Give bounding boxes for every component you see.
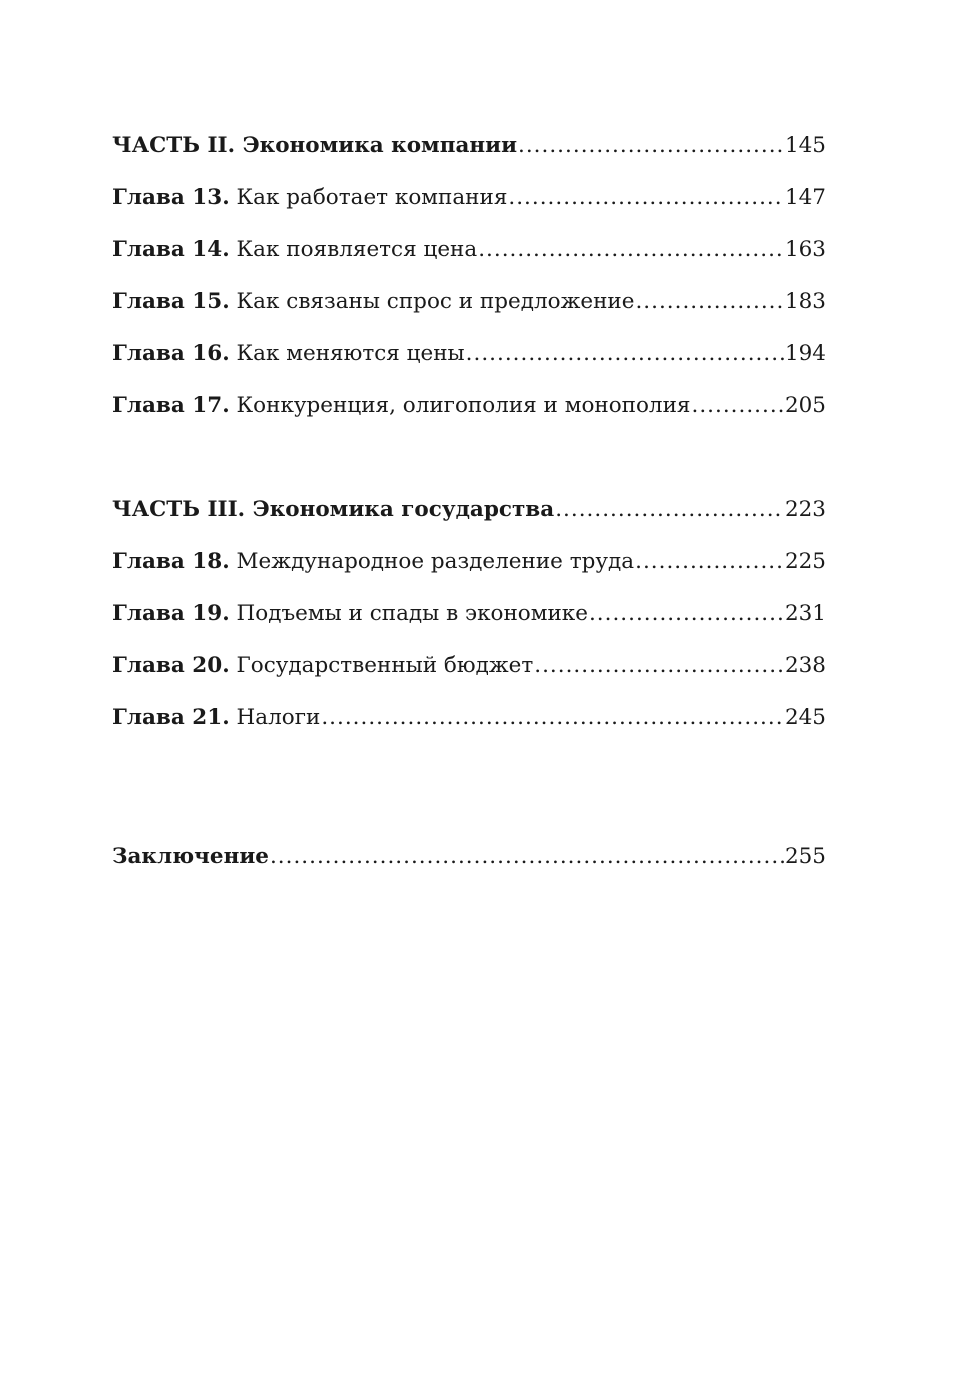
chapter-title: Государственный бюджет <box>236 653 534 678</box>
toc-chapter-entry[interactable] <box>112 284 826 336</box>
page-number: 163 <box>784 237 826 262</box>
toc-chapter-entry[interactable] <box>112 388 826 440</box>
page-number: 183 <box>784 289 826 314</box>
page-number: 225 <box>784 549 826 574</box>
dot-leader <box>518 128 784 164</box>
dot-leader <box>635 284 783 320</box>
chapter-title: Как работает компания <box>236 185 508 210</box>
dot-leader <box>478 232 784 268</box>
conclusion-title: Заключение <box>112 844 269 869</box>
toc-part-2 <box>112 128 826 440</box>
page-number: 223 <box>784 497 826 522</box>
chapter-number: Глава 16. <box>112 341 230 366</box>
part-title: ЧАСТЬ III. Экономика государства <box>112 497 555 522</box>
toc-chapter-entry[interactable] <box>112 180 826 232</box>
chapter-number: Глава 13. <box>112 185 230 210</box>
toc-chapter-entry[interactable] <box>112 648 826 700</box>
chapter-number: Глава 21. <box>112 705 230 730</box>
toc-chapter-entry[interactable] <box>112 232 826 284</box>
chapter-title: Налоги <box>236 705 321 730</box>
page-number: 238 <box>784 653 826 678</box>
chapter-number: Глава 20. <box>112 653 230 678</box>
dot-leader <box>555 492 784 528</box>
toc-part-heading[interactable] <box>112 128 826 180</box>
chapter-title: Международное разделение труда <box>236 549 635 574</box>
dot-leader <box>691 388 783 424</box>
toc-chapter-entry[interactable] <box>112 700 826 752</box>
dot-leader <box>635 544 784 580</box>
toc-chapter-entry[interactable] <box>112 596 826 648</box>
toc-chapter-entry[interactable] <box>112 336 826 388</box>
toc-part-3 <box>112 492 826 752</box>
page-number: 245 <box>784 705 826 730</box>
dot-leader <box>534 648 784 684</box>
dot-leader <box>466 336 784 372</box>
page-number: 145 <box>784 133 826 158</box>
toc-chapter-entry[interactable] <box>112 544 826 596</box>
chapter-number: Глава 18. <box>112 549 230 574</box>
chapter-title: Как связаны спрос и предложение <box>236 289 635 314</box>
chapter-number: Глава 17. <box>112 393 230 418</box>
page-number: 194 <box>784 341 826 366</box>
chapter-number: Глава 14. <box>112 237 230 262</box>
toc-part-heading[interactable] <box>112 492 826 544</box>
page-number: 255 <box>784 844 826 869</box>
chapter-title: Подъемы и спады в экономике <box>236 601 588 626</box>
toc-conclusion-entry[interactable] <box>112 839 826 891</box>
dot-leader <box>589 596 784 632</box>
dot-leader <box>508 180 784 216</box>
toc-conclusion <box>112 839 826 891</box>
table-of-contents <box>112 128 826 891</box>
chapter-title: Как появляется цена <box>236 237 478 262</box>
page-number: 205 <box>784 393 826 418</box>
dot-leader <box>270 839 784 875</box>
page-number: 231 <box>784 601 826 626</box>
page-number: 147 <box>784 185 826 210</box>
chapter-number: Глава 15. <box>112 289 230 314</box>
part-title: ЧАСТЬ II. Экономика компании <box>112 133 518 158</box>
dot-leader <box>321 700 784 736</box>
chapter-title: Как меняются цены <box>236 341 465 366</box>
chapter-number: Глава 19. <box>112 601 230 626</box>
chapter-title: Конкуренция, олигополия и монополия <box>236 393 691 418</box>
